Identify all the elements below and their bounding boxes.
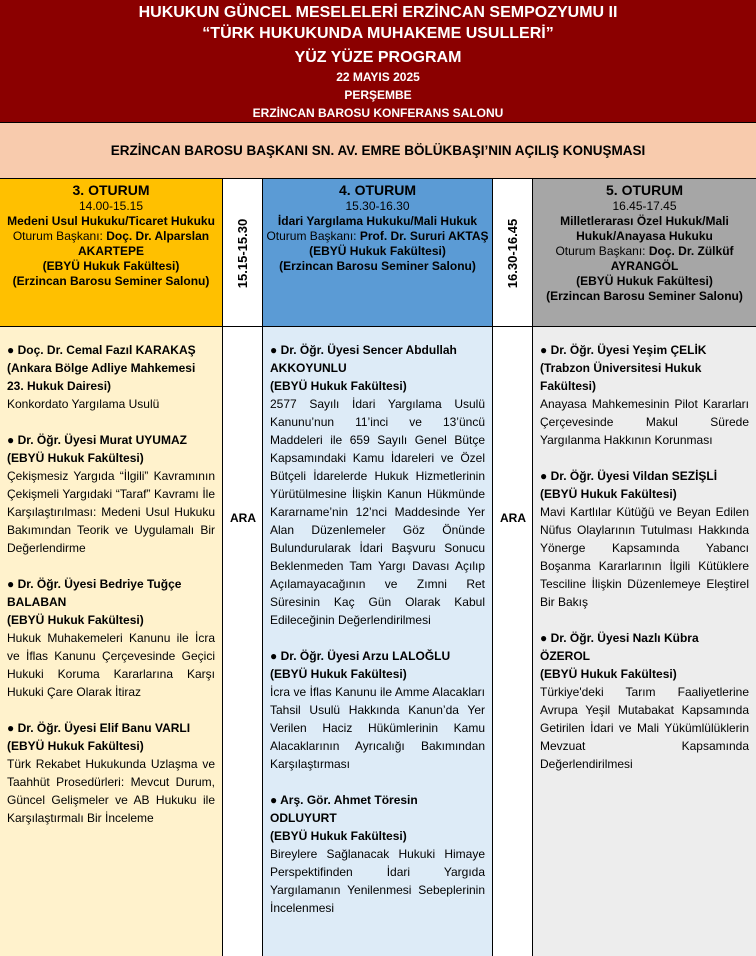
break-time: 16.30-16.45: [505, 218, 521, 288]
session-title: 3. OTURUM: [72, 182, 150, 198]
talk-item: [540, 341, 749, 449]
break-2-body: [493, 327, 533, 956]
break-2-header: [493, 179, 533, 327]
session-affiliation: (EBYÜ Hukuk Fakültesi): [309, 244, 446, 258]
program-day: PERŞEMBE: [344, 88, 412, 102]
program-venue: ERZİNCAN BAROSU KONFERANS SALONU: [252, 106, 504, 120]
session-title: 5. OTURUM: [606, 182, 683, 198]
talk-affiliation: (Trabzon Üniversitesi Hukuk Fakültesi): [540, 361, 702, 393]
talk-affiliation: (EBYÜ Hukuk Fakültesi): [270, 829, 407, 843]
talk-speaker: ● Dr. Öğr. Üyesi Yeşim ÇELİK: [540, 343, 707, 357]
break-label: ARA: [500, 511, 526, 525]
bullet-icon: ●: [540, 469, 551, 483]
program-type: YÜZ YÜZE PROGRAM: [294, 49, 462, 66]
session-topic: Milletlerarası Özel Hukuk/Mali Hukuk/Anayasa Hukuku: [560, 214, 729, 243]
break-time: 15.15-15.30: [235, 218, 251, 288]
talk-speaker: ● Doç. Dr. Cemal Fazıl KARAKAŞ: [7, 343, 196, 357]
bullet-icon: ●: [270, 649, 281, 663]
talk-item: [7, 341, 215, 413]
symposium-title: HUKUKUN GÜNCEL MESELELERİ ERZİNCAN SEMPOZYUMU II: [138, 4, 618, 21]
talk-speaker: ● Dr. Öğr. Üyesi Sencer Abdullah AKKOYUNLU: [270, 343, 457, 375]
opening-speech: ERZİNCAN BAROSU BAŞKANI SN. AV. EMRE BÖLÜKBAŞI’NIN AÇILIŞ KONUŞMASI: [0, 123, 756, 179]
program-header: [0, 0, 756, 123]
talk-speaker: ● Dr. Öğr. Üyesi Elif Banu VARLI: [7, 721, 191, 735]
bullet-icon: ●: [7, 433, 18, 447]
talk-title: Türkiye'deki Tarım Faaliyetlerine Avrupa Yeşil Mutabakat Kapsamında Getirilen İdari ve Mali Yükümlülüklerin Mevzuat Kapsamında Değerlendirilmesi: [540, 685, 749, 771]
talk-item: [7, 431, 215, 557]
session-5-header: [533, 179, 756, 327]
session-time: 14.00-15.15: [78, 199, 144, 213]
talk-title: Çekişmesiz Yargıda “İlgili” Kavramının Çekişmeli Yargıdaki “Taraf” Kavramı İle Karşılaştırılması: Medeni Usul Hukuku Bakımından Teorik ve Uygulamalı Bir Değerlendirme: [7, 469, 215, 555]
session-chair: [0, 229, 222, 259]
talk-item: [270, 791, 485, 917]
chair-label: Oturum Başkanı:: [266, 229, 360, 243]
talk-title: İcra ve İflas Kanunu ile Amme Alacakları Tahsil Usulü Hakkında Kanun’da Yer Verilen Haciz Hükümlerinin Kamu Alacaklarının Ayrıcalığı Bakımından Karşılaştırması: [270, 685, 485, 771]
talk-item: [540, 629, 749, 773]
talk-title: Hukuk Muhakemeleri Kanunu ile İcra ve İflas Kanunu Çerçevesinde Geçici Hukuki Koruma Kararlarına Karşı Hukuki Çare Olarak İtiraz: [7, 631, 215, 699]
chair-name: Doç. Dr. Zülküf AYRANGÖL: [610, 244, 734, 273]
talk-item: [7, 575, 215, 701]
talk-speaker: ● Dr. Öğr. Üyesi Bedriye Tuğçe BALABAN: [7, 577, 182, 609]
talk-speaker: ● Dr. Öğr. Üyesi Nazlı Kübra ÖZEROL: [540, 631, 699, 663]
talk-affiliation: (EBYÜ Hukuk Fakültesi): [540, 667, 677, 681]
session-room: (Erzincan Barosu Seminer Salonu): [546, 289, 743, 303]
talk-title: Mavi Kartlılar Kütüğü ve Beyan Edilen Nüfus Olaylarının Tutulması Hakkında Yönerge Kapsamında Yabancı Boşanma Kararlarının İlgili Kütüklere Tesciline İlişkin Düzenlemeye Eleştirel Bir Bakış: [540, 505, 749, 609]
session-3-talks: [0, 327, 223, 956]
talk-affiliation: (EBYÜ Hukuk Fakültesi): [7, 613, 144, 627]
bullet-icon: ●: [7, 721, 18, 735]
break-1-body: [223, 327, 263, 956]
session-room: (Erzincan Barosu Seminer Salonu): [279, 259, 476, 273]
talk-item: [7, 719, 215, 827]
talk-title: Anayasa Mahkemesinin Pilot Kararları Çerçevesinde Makul Sürede Yargılanma Hakkının Korunması: [540, 397, 749, 447]
chair-label: Oturum Başkanı:: [555, 244, 649, 258]
session-room: (Erzincan Barosu Seminer Salonu): [12, 274, 210, 288]
talk-affiliation: (EBYÜ Hukuk Fakültesi): [540, 487, 677, 501]
session-time: 16.45-17.45: [612, 199, 677, 213]
session-affiliation: (EBYÜ Hukuk Fakültesi): [42, 259, 180, 273]
session-5-talks: [533, 327, 756, 956]
bullet-icon: ●: [7, 343, 18, 357]
session-affiliation: (EBYÜ Hukuk Fakültesi): [576, 274, 713, 288]
session-title: 4. OTURUM: [339, 182, 416, 198]
bullet-icon: ●: [270, 793, 281, 807]
session-time: 15.30-16.30: [345, 199, 410, 213]
bullet-icon: ●: [7, 577, 18, 591]
chair-name: Prof. Dr. Sururi AKTAŞ: [359, 229, 489, 243]
talk-item: [270, 647, 485, 773]
chair-name: Doç. Dr. Alparslan AKARTEPE: [77, 229, 210, 258]
break-label: ARA: [230, 511, 256, 525]
talk-item: [540, 467, 749, 611]
talk-title: Bireylere Sağlanacak Hukuki Himaye Perspektifinden İdari Yargıda Yargılamanın Yenilenmesi Sebeplerinin İncelenmesi: [270, 847, 485, 915]
talk-affiliation: (EBYÜ Hukuk Fakültesi): [7, 739, 144, 753]
break-1-header: [223, 179, 263, 327]
talk-speaker: ● Dr. Öğr. Üyesi Murat UYUMAZ: [7, 433, 187, 447]
session-3-header: [0, 179, 223, 327]
talk-affiliation: (Ankara Bölge Adliye Mahkemesi 23. Hukuk Dairesi): [7, 361, 196, 393]
bullet-icon: ●: [540, 343, 551, 357]
session-chair: [533, 244, 756, 274]
session-4-talks: [263, 327, 493, 956]
talk-affiliation: (EBYÜ Hukuk Fakültesi): [270, 667, 407, 681]
talk-affiliation: (EBYÜ Hukuk Fakültesi): [270, 379, 407, 393]
talk-speaker: ● Dr. Öğr. Üyesi Vildan SEZİŞLİ: [540, 469, 718, 483]
talk-affiliation: (EBYÜ Hukuk Fakültesi): [7, 451, 144, 465]
talk-item: [270, 341, 485, 629]
chair-label: Oturum Başkanı:: [12, 229, 107, 243]
talk-speaker: ● Arş. Gör. Ahmet Töresin ODLUYURT: [270, 793, 418, 825]
talk-speaker: ● Dr. Öğr. Üyesi Arzu LALOĞLU: [270, 649, 451, 663]
session-topic: Medeni Usul Hukuku/Ticaret Hukuku: [7, 214, 215, 228]
session-chair: [263, 229, 492, 244]
program-date: 22 MAYIS 2025: [336, 70, 420, 84]
session-topic: İdari Yargılama Hukuku/Mali Hukuk: [277, 214, 478, 228]
bullet-icon: ●: [540, 631, 551, 645]
bullet-icon: ●: [270, 343, 281, 357]
talk-title: Türk Rekabet Hukukunda Uzlaşma ve Taahhüt Prosedürleri: Mevcut Durum, Güncel Gelişmeler ve AB Hukuku ile Karşılaştırmalı Bir İnceleme: [7, 757, 215, 825]
session-4-header: [263, 179, 493, 327]
talk-title: 2577 Sayılı İdari Yargılama Usulü Kanunu’nun 11’inci ve 13’üncü Maddeleri ile 659 Sayılı Genel Bütçe Kapsamındaki Kamu İdareleri ve Özel Bütçeli İdarelerde Hukuk Hizmetlerinin Yürütülmesine İlişkin Kanun Hükmünde Kararname’nin 12’nci Maddesinde Yer Alan Düzenlemeler Göz Önünde Bulundurularak İdari Başvuru Sonucu Beklenmeden Tam Yargı Davası Açılıp Açılamayacağının ve Zımni Ret Süresinin Kaç Gün Olarak Kabul Edileceğinin Değerlendirilmesi: [270, 397, 485, 627]
symposium-theme: “TÜRK HUKUKUNDA MUHAKEME USULLERİ”: [202, 25, 554, 42]
talk-title: Konkordato Yargılama Usulü: [7, 397, 160, 411]
